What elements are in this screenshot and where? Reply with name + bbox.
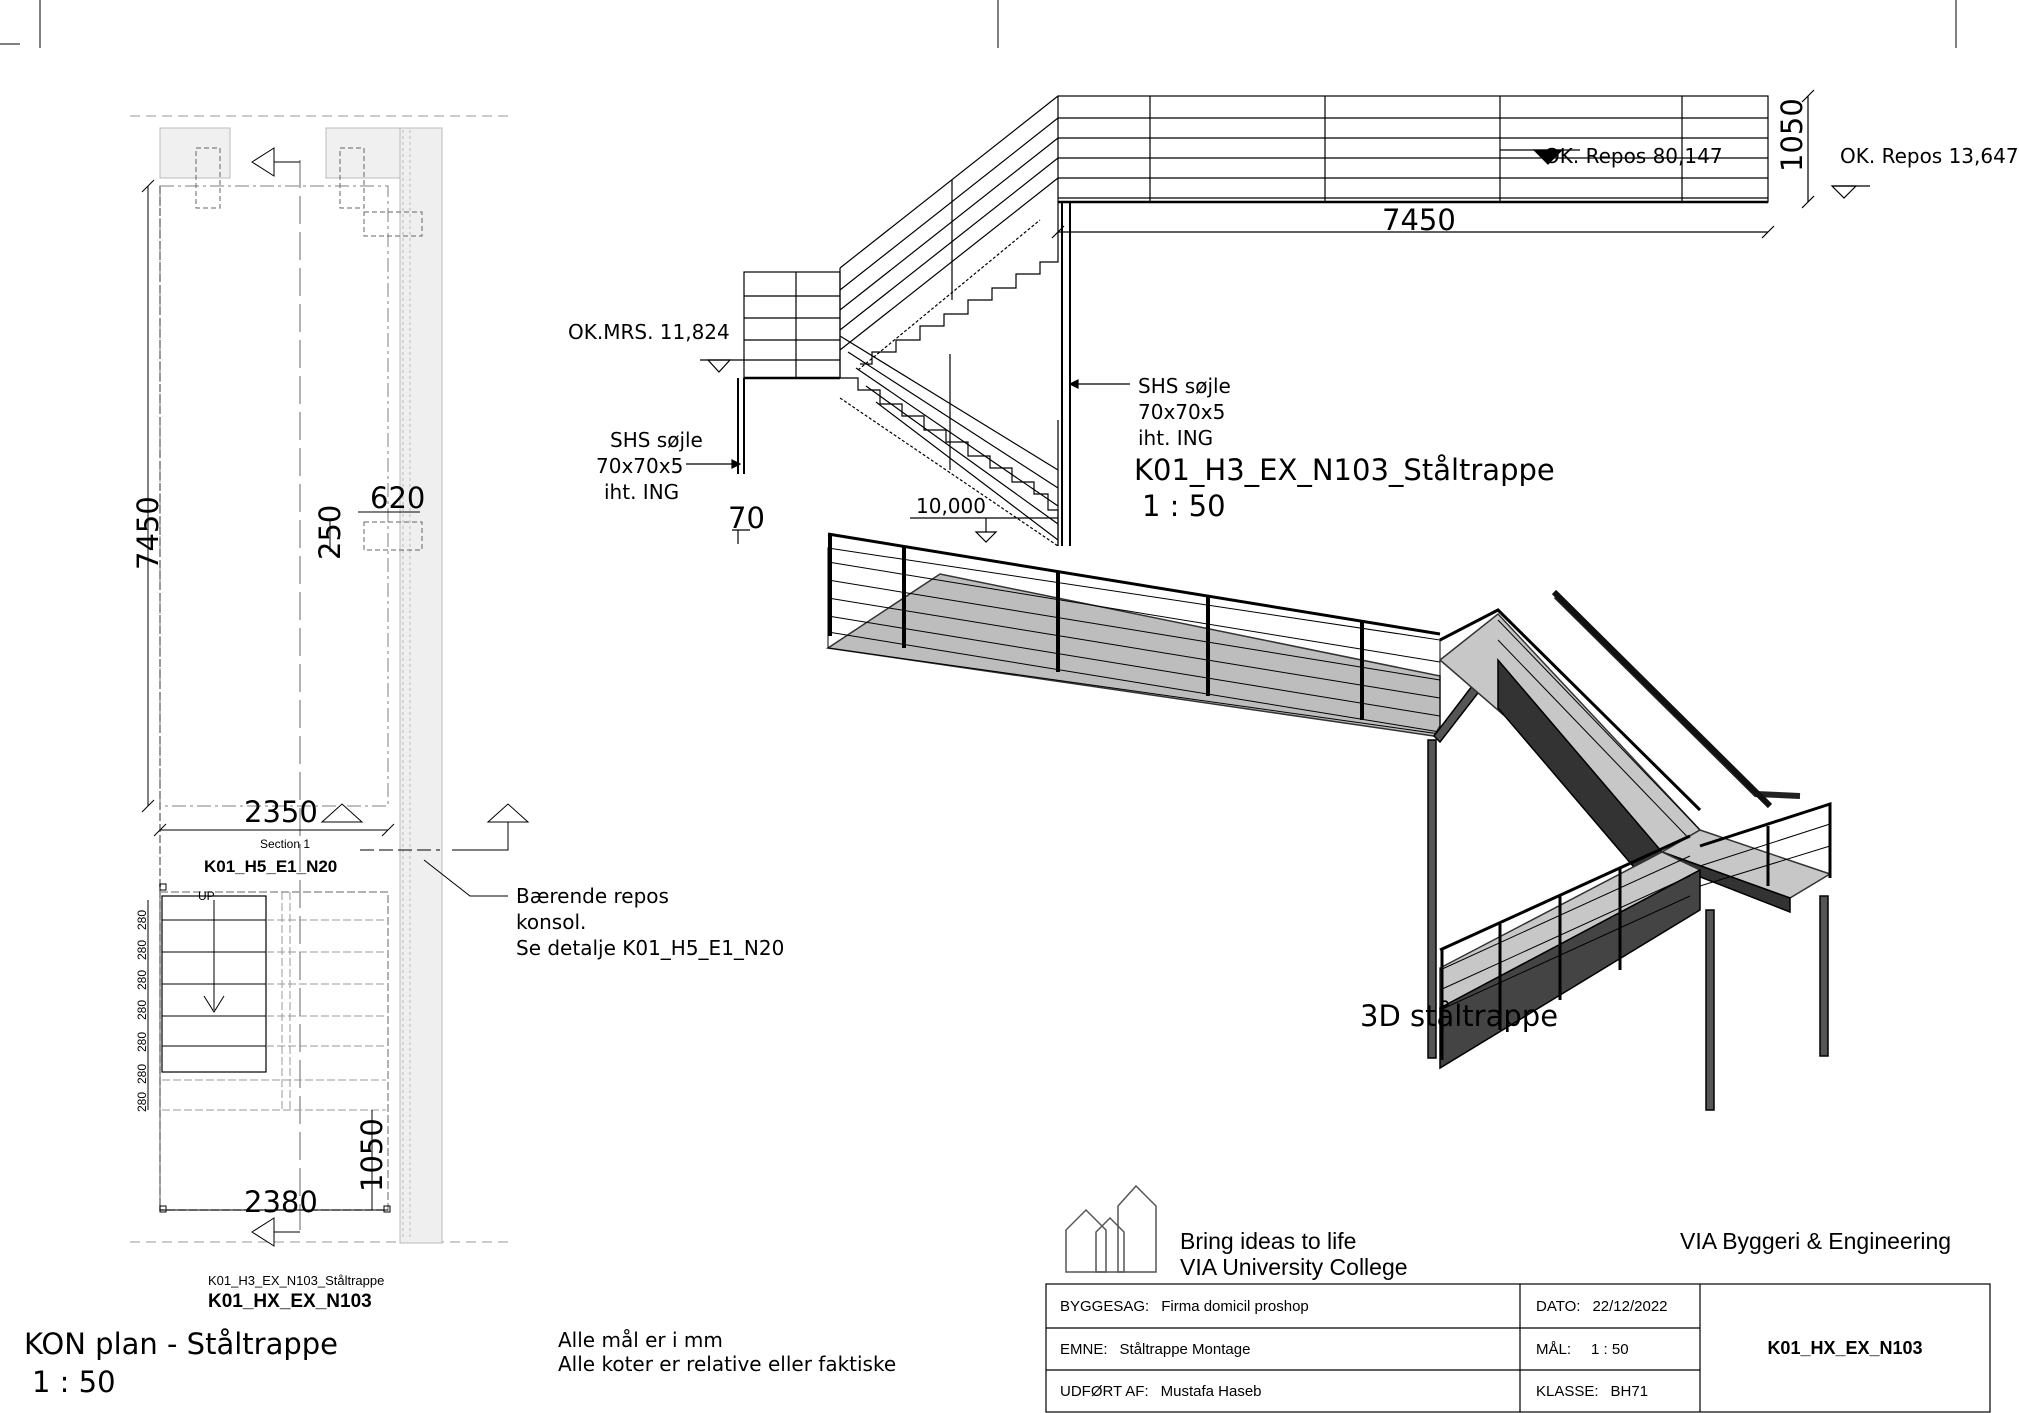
plan-section-ref[interactable]: K01_H5_E1_N20 — [204, 857, 338, 876]
column-note-line: 70x70x5 — [1138, 400, 1226, 424]
plan-scale: 1 : 50 — [32, 1365, 116, 1399]
elev-level-right: OK. Repos 13,647 — [1840, 144, 2019, 168]
tb-udfort-value: Mustafa Haseb — [1160, 1382, 1262, 1400]
tb-dato-label: DATO: — [1536, 1297, 1581, 1315]
plan-view — [130, 116, 528, 1246]
plan-dim-620: 620 — [370, 481, 426, 515]
tb-byggesag — [1060, 1284, 1309, 1328]
title-block — [1046, 1284, 1990, 1412]
tb-dato — [1536, 1284, 1668, 1328]
note-line: Alle mål er i mm — [558, 1328, 723, 1352]
plan-title: KON plan - Ståltrappe — [24, 1327, 339, 1361]
plan-up-label: UP — [198, 889, 215, 903]
tb-klasse-label: KLASSE: — [1536, 1382, 1599, 1400]
plan-section-label: Section 1 — [260, 837, 311, 851]
plan-dim-2380: 2380 — [244, 1185, 318, 1219]
tb-maal-value: 1 : 50 — [1591, 1340, 1629, 1358]
elev-title: K01_H3_EX_N103_Ståltrappe — [1134, 453, 1555, 487]
tread-dim: 280 — [135, 939, 149, 960]
brand-school: VIA University College — [1180, 1254, 1408, 1280]
elev-dim-70: 70 — [728, 501, 765, 535]
tb-emne-label: EMNE: — [1060, 1340, 1108, 1358]
elev-level-bottom: 10,000 — [916, 494, 986, 518]
stair-3d-view — [828, 534, 1830, 1110]
note-line: Alle koter er relative eller faktiske — [558, 1352, 897, 1376]
tb-drawing-number-value: K01_HX_EX_N103 — [1767, 1337, 1923, 1358]
console-note-line: konsol. — [516, 910, 587, 934]
elev-level-landing: OK. Repos 80,147 — [1544, 144, 1723, 168]
plan-ref-small: K01_H3_EX_N103_Ståltrappe — [208, 1273, 385, 1288]
tb-byggesag-value: Firma domicil proshop — [1161, 1297, 1309, 1315]
tb-drawing-number — [1700, 1284, 1990, 1412]
tb-udfort — [1060, 1370, 1262, 1412]
tread-dim: 280 — [135, 1091, 149, 1112]
plan-ref-bold: K01_HX_EX_N103 — [208, 1291, 372, 1312]
plan-dim-length: 7450 — [131, 496, 165, 570]
tb-klasse — [1536, 1370, 1648, 1412]
elev-level-mrs: OK.MRS. 11,824 — [568, 320, 730, 344]
tread-dim: 280 — [135, 1031, 149, 1052]
tb-udfort-label: UDFØRT AF: — [1060, 1382, 1149, 1400]
brand-tagline: Bring ideas to life — [1180, 1228, 1357, 1254]
tb-klasse-value: BH71 — [1610, 1382, 1649, 1400]
elev-scale: 1 : 50 — [1142, 489, 1226, 523]
tread-dim: 280 — [135, 969, 149, 990]
tb-emne-value: Ståltrappe Montage — [1119, 1340, 1251, 1358]
tread-dim: 280 — [135, 1063, 149, 1084]
tread-dim: 280 — [135, 999, 149, 1020]
tread-dim: 280 — [135, 909, 149, 930]
brand-department: VIA Byggeri & Engineering — [1680, 1228, 1952, 1254]
column-note-line: SHS søjle — [610, 428, 703, 452]
tb-dato-value: 22/12/2022 — [1592, 1297, 1668, 1315]
console-note-line: Bærende repos — [516, 884, 669, 908]
column-note-line: iht. ING — [1138, 426, 1214, 450]
sheet-trim-marks — [0, 0, 1956, 48]
elev-dim-1050: 1050 — [1775, 98, 1809, 172]
tb-maal-label: MÅL: — [1536, 1340, 1572, 1358]
column-note-line: iht. ING — [604, 480, 680, 504]
via-logo-icon — [1066, 1186, 1156, 1272]
column-note-line: 70x70x5 — [596, 454, 684, 478]
console-note-line: Se detalje K01_H5_E1_N20 — [516, 936, 785, 960]
view3d-label: 3D ståltrappe — [1360, 999, 1559, 1033]
tb-byggesag-label: BYGGESAG: — [1060, 1297, 1150, 1315]
tb-emne — [1060, 1328, 1250, 1370]
plan-dim-2350: 2350 — [244, 795, 318, 829]
elev-dim-7450: 7450 — [1382, 203, 1456, 237]
plan-dim-1050: 1050 — [355, 1118, 389, 1192]
column-note-line: SHS søjle — [1138, 374, 1231, 398]
tb-maal — [1536, 1328, 1629, 1370]
plan-dim-250: 250 — [313, 504, 347, 560]
